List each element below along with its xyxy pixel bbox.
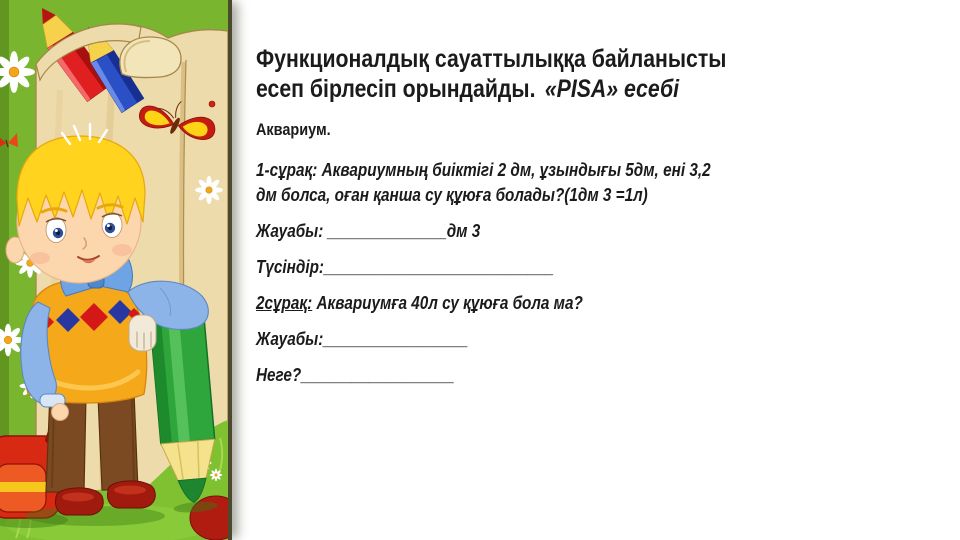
why-line: Неге?__________________ xyxy=(256,365,455,385)
daisy-flower xyxy=(195,176,223,204)
answer1-line: Жауабы: ______________дм 3 xyxy=(256,221,481,241)
question1-line2: дм болса, оған қанша су құюға болады?(1дм 3 =1л) xyxy=(256,185,648,205)
boy-with-giant-pencil-clipart xyxy=(0,0,228,540)
slide-text xyxy=(256,44,919,388)
slide-title xyxy=(256,44,919,104)
question2 xyxy=(256,291,919,316)
title-pisa-label: «PISA» есебі xyxy=(544,75,680,103)
slide-illustration xyxy=(0,0,232,540)
ladybug-icon xyxy=(209,101,215,107)
title-line1: Функционалдық сауаттылыққа байланысты xyxy=(256,45,727,73)
question2-text: Аквариумға 40л су құюға бола ма? xyxy=(312,293,583,313)
slide-subtitle: Аквариум. xyxy=(256,120,331,139)
question2-label: 2сұрақ: xyxy=(256,293,313,313)
answer2-line: Жауабы:_________________ xyxy=(256,329,468,349)
daisy-flower xyxy=(210,469,222,481)
title-line2 xyxy=(256,74,919,104)
question1-line1: 1-сұрақ: Аквариумның биіктігі 2 дм, ұзындығы 5дм, ені 3,2 xyxy=(256,160,711,180)
question1 xyxy=(256,158,919,208)
explain-line: Түсіндір:___________________________ xyxy=(256,257,554,277)
title-line2-regular: есеп бірлесіп орындайды. xyxy=(256,75,536,103)
